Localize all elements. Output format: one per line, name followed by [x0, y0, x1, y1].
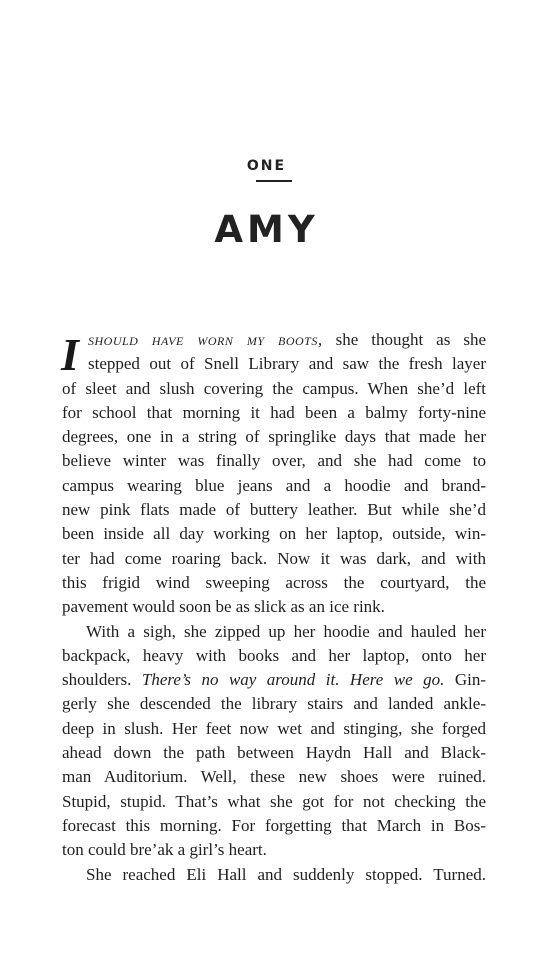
- chapter-number: ONE: [246, 158, 287, 174]
- text-line: new pink flats made of buttery leather. But while she’d: [62, 500, 486, 520]
- text-line: She reached Eli Hall and suddenly stopped. Turned.: [86, 864, 486, 884]
- text-line: ter had come roaring back. Now it was dark, and with: [62, 548, 486, 568]
- text-line: should have worn my boots, she thought as she: [88, 330, 486, 349]
- text-line: believe winter was finally over, and she had come to: [62, 451, 486, 471]
- text-line: Stupid, stupid. That’s what she got for not checking the: [62, 791, 486, 811]
- text-line: With a sigh, she zipped up her hoodie and hauled her: [86, 621, 486, 641]
- text-line: of sleet and slush covering the campus. When she’d left: [62, 378, 486, 398]
- chapter-title: AMY: [214, 208, 319, 251]
- text-line: gerly she descended the library stairs and landed ankle-: [62, 694, 486, 714]
- text-line: been inside all day working on her laptop, outside, win-: [62, 524, 486, 544]
- text-line: ahead down the path between Haydn Hall and Black-: [62, 743, 486, 763]
- text-line: shoulders. There’s no way around it. Here we go. Gin-: [62, 670, 486, 690]
- text-line: this frigid wind sweeping across the courtyard, the: [62, 572, 486, 592]
- text-line: man Auditorium. Well, these new shoes were ruined.: [62, 767, 486, 787]
- text-line: deep in slush. Her feet now wet and stinging, she forged: [62, 718, 486, 738]
- body-text: [62, 328, 486, 887]
- text-line: stepped out of Snell Library and saw the fresh layer: [88, 354, 486, 374]
- text-line: degrees, one in a string of springlike days that made her: [62, 427, 486, 447]
- text-line: for school that morning it had been a balmy forty-nine: [62, 402, 486, 422]
- lead-in-smallcaps: should have worn my boots,: [88, 330, 323, 349]
- text-line: ton could bre’ak a girl’s heart.: [62, 840, 267, 860]
- text-line: backpack, heavy with books and her laptop, onto her: [62, 645, 486, 665]
- text-line: pavement would soon be as slick as an ice rink.: [62, 597, 385, 617]
- italic-thought: There’s no way around it. Here we go.: [141, 670, 445, 690]
- chapter-rule-divider: [256, 180, 292, 182]
- drop-cap: I: [61, 329, 79, 380]
- text-line: forecast this morning. For forgetting that March in Bos-: [62, 815, 486, 835]
- text-line: campus wearing blue jeans and a hoodie and brand-: [62, 475, 486, 495]
